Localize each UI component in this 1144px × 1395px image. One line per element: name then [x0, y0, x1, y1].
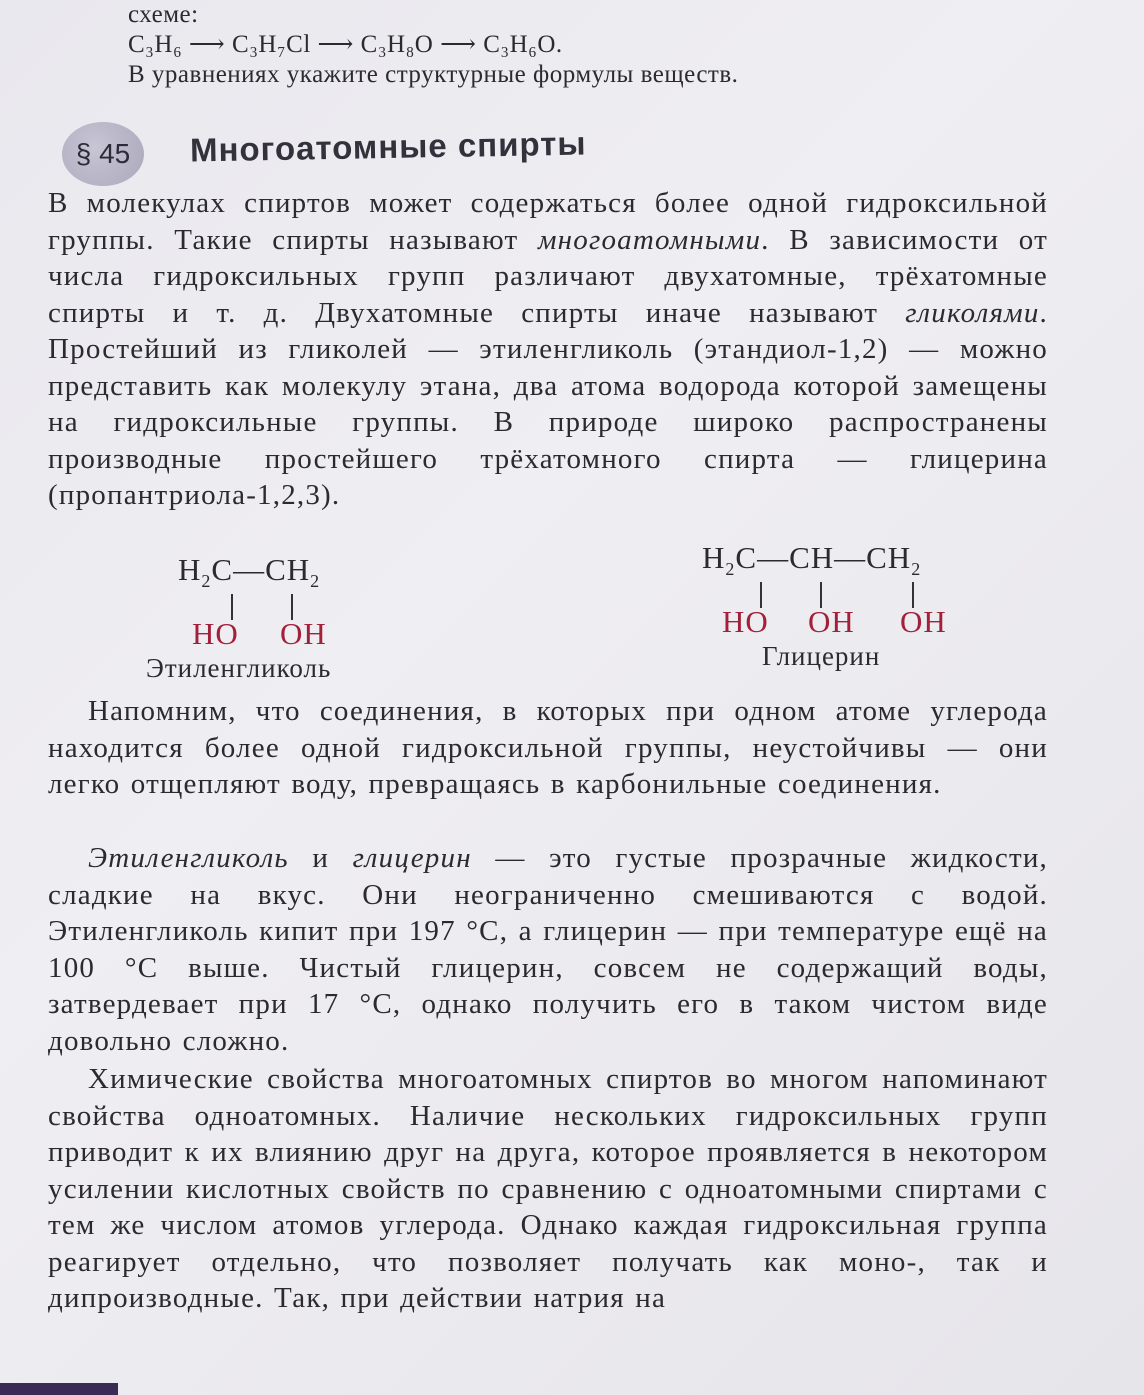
glycerin-chain: $H_2C—CH—CH_2$ — [702, 540, 922, 580]
exercise-fragment — [128, 0, 1028, 90]
section-number-badge: § 45 — [62, 122, 144, 186]
hydroxyl-group: HO — [192, 616, 239, 651]
arrow-icon: ⟶ — [188, 31, 226, 58]
exercise-line-1: схеме: — [128, 1, 199, 28]
intro-paragraph — [48, 185, 1048, 514]
paragraph-text: Химические свойства многоатомных спиртов во многом напоминают свойства одноатомных. Наличие нескольких гидроксильных групп приводит к их влиянию друг на друга, которое проявляется в некотором усилении кислотных свойств по сравнению с одноатомными спиртами с тем же числом атомов углерода. Однако каждая гидроксильная группа реагирует отдельно, что позволяет получать как моно-, так и дипроизводные. Так, при действии натрия на — [48, 1063, 1048, 1314]
intro-text-a: В молекулах спиртов может содержаться более одной гидроксильной группы. Такие спирты называют — [48, 187, 1048, 256]
reaction-chain — [128, 30, 1028, 60]
paragraph-text: Напомним, что соединения, в которых при одном атоме углерода находится более одной гидроксильной группы, неустойчивы — они легко отщепляют воду, превращаясь в карбонильные соединения. — [48, 695, 1048, 800]
hydroxyl-group: OH — [808, 604, 855, 639]
section-header — [62, 118, 1062, 188]
term-polyatomic: многоатомными — [537, 223, 762, 256]
term-glycerin: глицерин — [352, 842, 472, 874]
text-and: и — [288, 842, 353, 874]
term-ethylene-glycol: Этиленгликоль — [88, 842, 289, 874]
chain-item: C₃H₈O — [360, 31, 434, 58]
ethylene-glycol-caption: Этиленгликоль — [146, 653, 332, 683]
chain-item: C₃H₆ — [128, 31, 183, 58]
chain-item: C₃H₆O. — [483, 31, 563, 58]
section-title: Многоатомные спирты — [189, 124, 587, 169]
chain-item: C₃H₇Cl — [232, 31, 311, 58]
ethylene-glycol-formula — [146, 552, 478, 683]
hydroxyl-group: OH — [280, 616, 327, 651]
intro-text-b: . В зависимости от числа гидроксильных групп различают двухатомные, трёхатомные спирты и т. д. Двухатомные спирты иначе называют — [48, 223, 1048, 329]
paragraph-chemistry — [48, 1061, 1048, 1317]
arrow-icon: ⟶ — [317, 31, 354, 58]
glycerin-caption: Глицерин — [762, 641, 881, 671]
page-edge-strip — [0, 1383, 118, 1395]
term-glycols: гликолями — [905, 296, 1040, 329]
intro-text-c: . Простейший из гликолей — этиленгликоль (этандиол-1,2) — можно представить как молекулу этана, два атома водорода которой замещены на гидроксильные группы. В природе широко распространены производные простейшего трёхатомного спирта — глицерина (пропантриола-1,2,3). — [48, 296, 1048, 511]
paragraph-carbonyl — [48, 693, 1048, 803]
hydroxyl-group: HO — [722, 604, 769, 639]
ethylene-glycol-chain: $H_2C—CH_2$ — [178, 552, 321, 592]
exercise-line-3: В уравнениях укажите структурные формулы веществ. — [128, 61, 739, 88]
arrow-icon: ⟶ — [440, 31, 477, 58]
hydroxyl-group: OH — [900, 604, 947, 639]
paragraph-properties — [48, 840, 1048, 1059]
glycerin-formula — [702, 540, 1002, 670]
paragraph-text: — это густые прозрачные жидкости, сладкие на вкус. Они неограниченно смешиваются с водой. Этиленгликоль кипит при 197 °C, а глицерин — при температуре ещё на 100 °C выше. Чистый глицерин, совсем не содержащий воды, затвердевает при 17 °C, однако получить его в таком чистом виде довольно сложно. — [48, 842, 1048, 1057]
